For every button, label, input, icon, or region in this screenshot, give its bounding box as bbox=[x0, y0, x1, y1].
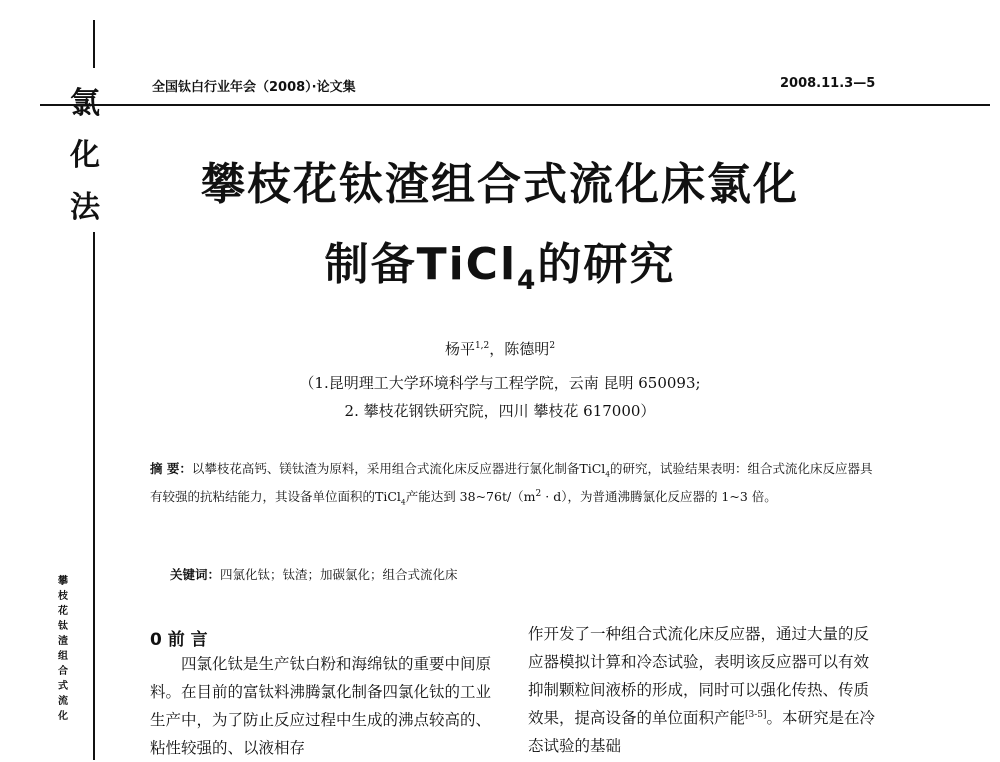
authors bbox=[0, 338, 1000, 359]
keywords-label: 关键词： bbox=[170, 567, 221, 582]
body-right-text: 作开发了一种组合式流化床反应器，通过大量的反应器模拟计算和冷态试验，表明该反应器可以有效抑制颗粒间液桥的形成，同时可以强化传热、传质效果，提高设备的单位面积产能 bbox=[528, 625, 870, 727]
abstract-text-1: 以攀枝花高钙、镁钛渣为原料，采用组合式流化床反应器进行氯化制备TiCl bbox=[191, 461, 606, 476]
side-tab-char-2: 化 bbox=[70, 138, 100, 173]
title-subscript: 4 bbox=[517, 264, 538, 296]
keywords-text: 四氯化钛；钛渣；加碳氯化；组合式流化床 bbox=[220, 567, 458, 582]
header-date: 2008.11.3—5 bbox=[780, 76, 876, 91]
abstract-text-4: · d），为普通沸腾氯化反应器的 1~3 倍。 bbox=[541, 489, 777, 504]
abstract-text-3: 产能达到 38~76t/（m bbox=[405, 489, 536, 504]
author-1-sup: 1,2 bbox=[474, 341, 490, 351]
affiliation-2: 2. 攀枝花钢铁研究院，四川 攀枝花 617000） bbox=[344, 402, 656, 420]
keywords bbox=[170, 565, 458, 583]
body-right-column bbox=[528, 620, 878, 760]
author-1: 杨平 bbox=[444, 340, 475, 358]
side-rule-bottom bbox=[93, 232, 95, 760]
body-left-column bbox=[150, 650, 502, 762]
header-rule bbox=[40, 104, 990, 106]
title-text-a: 制备TiCl bbox=[324, 239, 518, 290]
abstract-label: 摘 要： bbox=[150, 461, 192, 476]
author-2-sup: 2 bbox=[549, 341, 556, 351]
author-sep: ， bbox=[489, 340, 505, 358]
header-proceedings: 全国钛白行业年会（2008）·论文集 bbox=[152, 80, 356, 95]
citation: [3-5] bbox=[745, 709, 767, 720]
author-2: 陈德明 bbox=[504, 340, 550, 358]
side-tab-char-1: 氯 bbox=[70, 86, 100, 121]
abstract-text-2: 的研究，试验结果表明：组合式流化床反应器具有较强的抗粘结能力，其设备单位面积的TiCl bbox=[150, 461, 873, 504]
paper-title-line-2 bbox=[150, 228, 850, 296]
body-right-text-2: 。本研究是在冷态试验的基础 bbox=[528, 709, 876, 755]
running-title-vertical: 攀枝花钛渣组合式流化 bbox=[58, 576, 68, 722]
side-rule-top bbox=[93, 20, 95, 68]
paper-title-line-1: 攀枝花钛渣组合式流化床氯化 bbox=[201, 159, 799, 210]
abstract-sup: 2 bbox=[535, 488, 542, 499]
abstract-sub-1: 4 bbox=[605, 469, 611, 479]
section-heading: 0 前 言 bbox=[150, 630, 208, 650]
body-left-text: 四氯化钛是生产钛白粉和海绵钛的重要中间原料。在目前的富钛料沸腾氯化制备四氯化钛的工业生产中，为了防止反应过程中生成的沸点较高的、粘性较强的、以液相存 bbox=[150, 655, 492, 757]
abstract-sub-2: 4 bbox=[400, 497, 406, 507]
title-text-b: 的研究 bbox=[537, 239, 676, 290]
abstract bbox=[150, 455, 880, 511]
side-tab-char-3: 法 bbox=[70, 190, 100, 225]
affiliation-1: （1.昆明理工大学环境科学与工程学院，云南 昆明 650093; bbox=[299, 374, 701, 392]
